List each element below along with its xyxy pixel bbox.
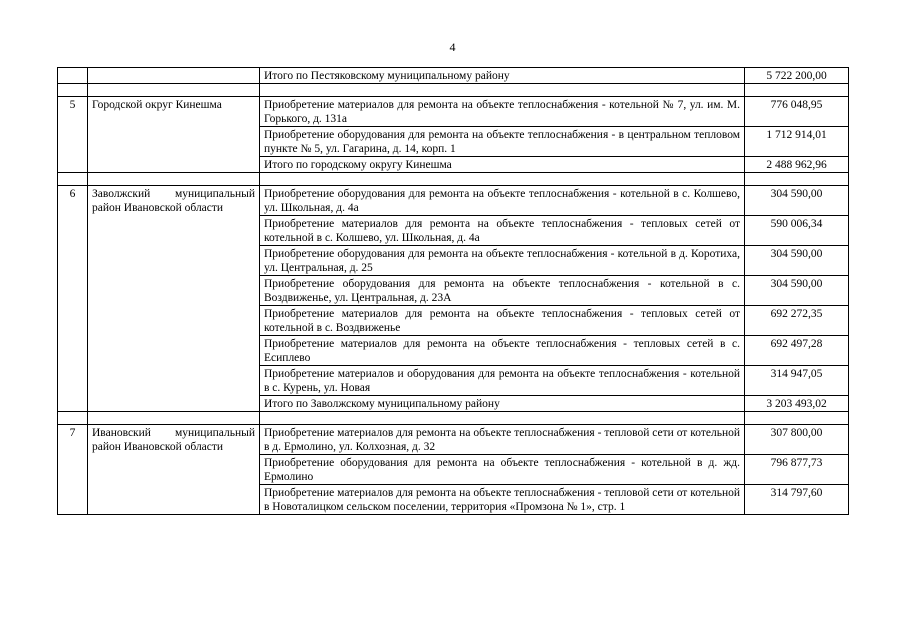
description-cell: Приобретение оборудования для ремонта на объекте теплоснабжения - в центральном тепловом пункте № 5, ул. Гагарина, д. 14, корп. 1 xyxy=(260,127,745,157)
spacer-cell xyxy=(260,412,745,425)
spacer-cell xyxy=(745,173,849,186)
district-cell: Ивановский муниципальный район Ивановской области xyxy=(88,425,260,515)
amount-cell: 2 488 962,96 xyxy=(745,157,849,173)
amount-cell: 307 800,00 xyxy=(745,425,849,455)
district-cell xyxy=(88,68,260,84)
spacer-cell xyxy=(58,173,88,186)
amount-cell: 590 006,34 xyxy=(745,216,849,246)
amount-cell: 304 590,00 xyxy=(745,186,849,216)
page-number: 4 xyxy=(449,40,456,54)
table-row xyxy=(58,68,849,84)
amount-cell: 692 497,28 xyxy=(745,336,849,366)
amount-cell: 5 722 200,00 xyxy=(745,68,849,84)
description-cell: Приобретение материалов для ремонта на объекте теплоснабжения - тепловых сетей от котельной в с. Колшево, ул. Школьная, д. 4а xyxy=(260,216,745,246)
description-cell: Приобретение оборудования для ремонта на объекте теплоснабжения - котельной в д. жд. Ермолино xyxy=(260,455,745,485)
spacer-cell xyxy=(260,84,745,97)
spacer-row xyxy=(58,173,849,186)
amount-cell: 1 712 914,01 xyxy=(745,127,849,157)
description-cell: Приобретение оборудования для ремонта на объекте теплоснабжения - котельной в с. Колшево, ул. Школьная, д. 4а xyxy=(260,186,745,216)
spacer-cell xyxy=(745,84,849,97)
district-cell: Городской округ Кинешма xyxy=(88,97,260,173)
description-cell: Приобретение оборудования для ремонта на объекте теплоснабжения - котельной в д. Коротиха, ул. Центральная, д. 25 xyxy=(260,246,745,276)
description-cell: Приобретение материалов для ремонта на объекте теплоснабжения - тепловой сети от котельной в д. Ермолино, ул. Колхозная, д. 32 xyxy=(260,425,745,455)
row-number-cell: 5 xyxy=(58,97,88,173)
description-cell: Приобретение оборудования для ремонта на объекте теплоснабжения - котельной в с. Воздвиженье, ул. Центральная, д. 23А xyxy=(260,276,745,306)
amount-cell: 692 272,35 xyxy=(745,306,849,336)
table-row xyxy=(58,425,849,455)
description-cell: Приобретение материалов для ремонта на объекте теплоснабжения - тепловой сети от котельной в Новоталицком сельском поселении, территория «Промзона № 1», стр. 1 xyxy=(260,485,745,515)
amount-cell: 3 203 493,02 xyxy=(745,396,849,412)
amount-cell: 776 048,95 xyxy=(745,97,849,127)
spacer-row xyxy=(58,412,849,425)
amount-cell: 314 947,05 xyxy=(745,366,849,396)
description-cell: Приобретение материалов для ремонта на объекте теплоснабжения - котельной № 7, ул. им. М. Горького, д. 131а xyxy=(260,97,745,127)
spacer-cell xyxy=(58,412,88,425)
spacer-cell xyxy=(88,412,260,425)
spacer-cell xyxy=(260,173,745,186)
spacer-cell xyxy=(88,84,260,97)
table-row xyxy=(58,97,849,127)
amount-cell: 314 797,60 xyxy=(745,485,849,515)
spacer-row xyxy=(58,84,849,97)
amount-cell: 304 590,00 xyxy=(745,276,849,306)
row-number-cell: 7 xyxy=(58,425,88,515)
funding-table xyxy=(57,67,849,515)
description-cell: Итого по Пестяковскому муниципальному району xyxy=(260,68,745,84)
district-cell: Заволжский муниципальный район Ивановской области xyxy=(88,186,260,412)
spacer-cell xyxy=(88,173,260,186)
table-row xyxy=(58,186,849,216)
description-cell: Приобретение материалов для ремонта на объекте теплоснабжения - тепловых сетей в с. Есиплево xyxy=(260,336,745,366)
row-number-cell xyxy=(58,68,88,84)
amount-cell: 304 590,00 xyxy=(745,246,849,276)
description-cell: Приобретение материалов и оборудования для ремонта на объекте теплоснабжения - котельной в с. Курень, ул. Новая xyxy=(260,366,745,396)
spacer-cell xyxy=(58,84,88,97)
row-number-cell: 6 xyxy=(58,186,88,412)
description-cell: Итого по Заволжскому муниципальному району xyxy=(260,396,745,412)
description-cell: Приобретение материалов для ремонта на объекте теплоснабжения - тепловых сетей от котельной в с. Воздвиженье xyxy=(260,306,745,336)
spacer-cell xyxy=(745,412,849,425)
amount-cell: 796 877,73 xyxy=(745,455,849,485)
description-cell: Итого по городскому округу Кинешма xyxy=(260,157,745,173)
